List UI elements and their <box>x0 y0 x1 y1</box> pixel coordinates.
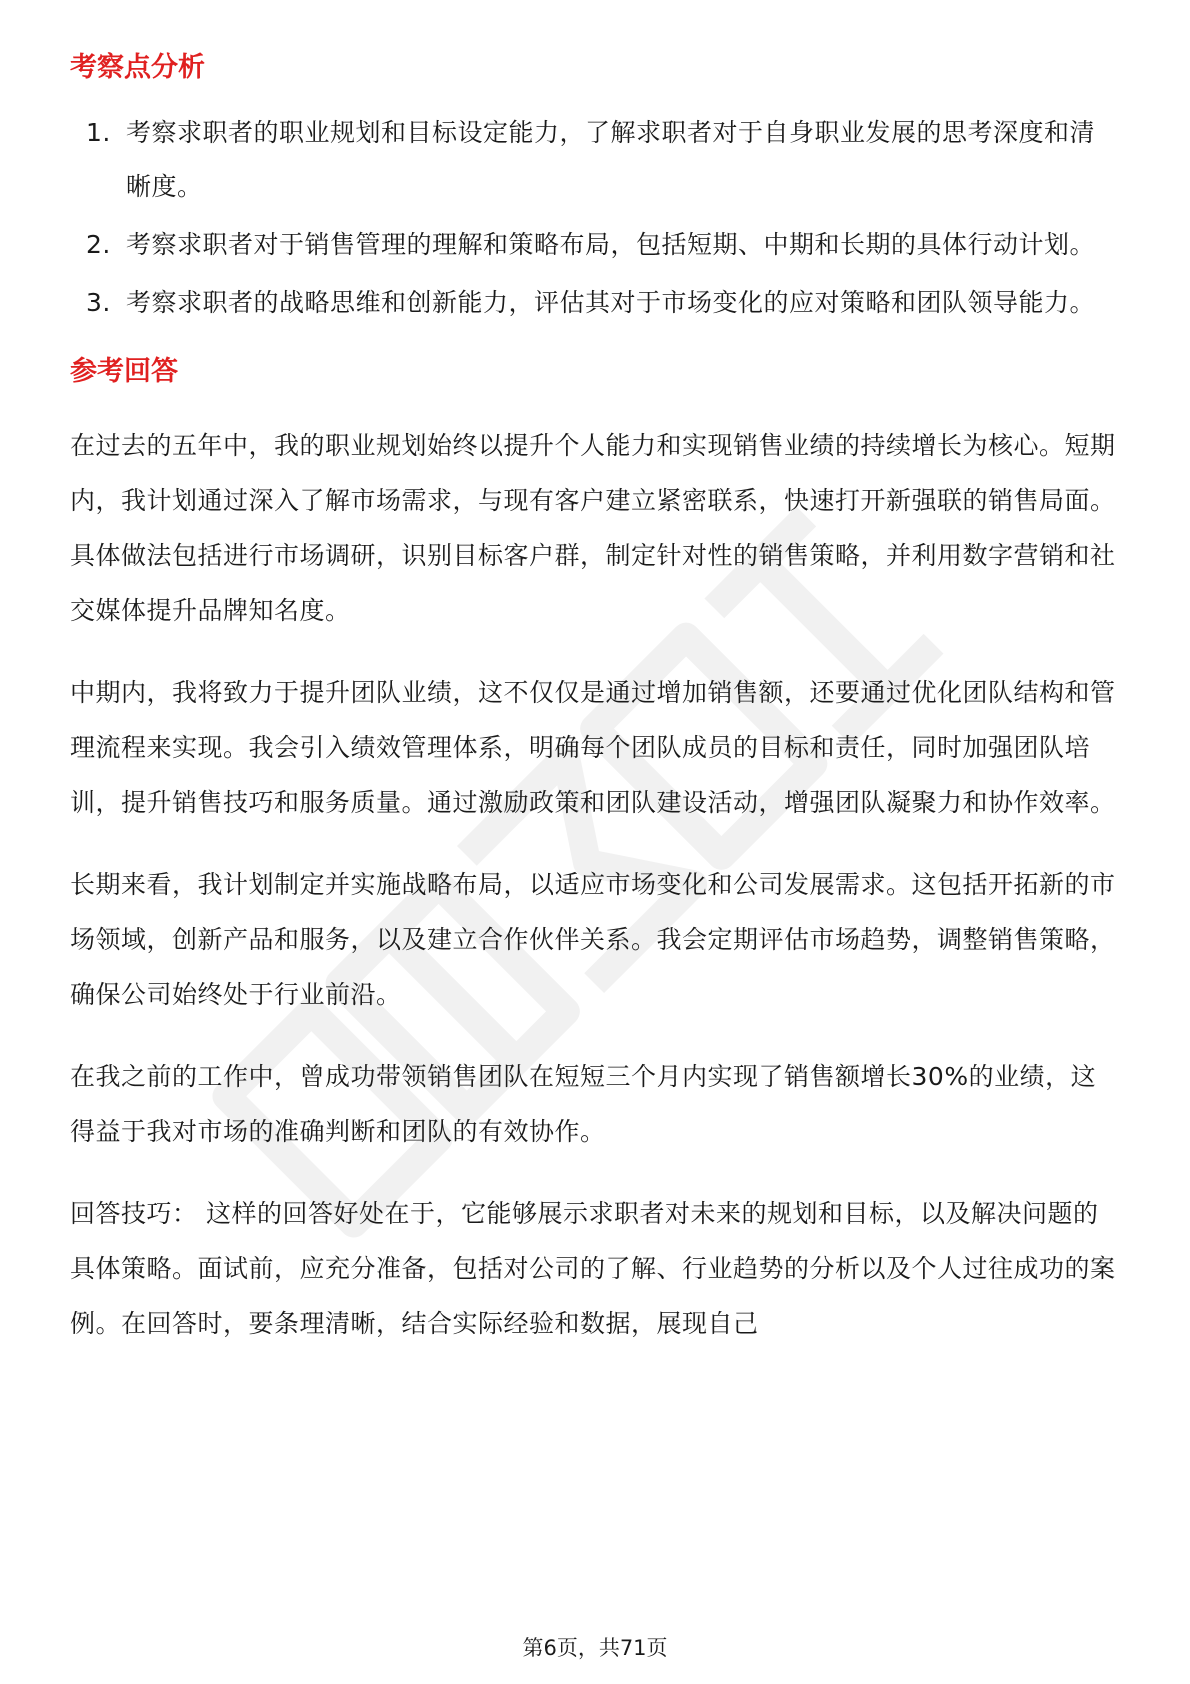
list-number: 1. <box>86 118 111 147</box>
answer-paragraph: 在过去的五年中，我的职业规划始终以提升个人能力和实现销售业绩的持续增长为核心。短期内，我计划通过深入了解市场需求，与现有客户建立紧密联系，快速打开新强联的销售局面。具体做法包括进行市场调研，识别目标客户群，制定针对性的销售策略，并利用数字营销和社交媒体提升品牌知名度。 <box>70 431 1116 625</box>
analysis-item-text: 考察求职者对于销售管理的理解和策略布局，包括短期、中期和长期的具体行动计划。 <box>126 230 1096 259</box>
list-number: 2. <box>86 230 111 259</box>
analysis-list <box>70 106 1120 330</box>
page-number-footer: 第6页，共71页 <box>522 1636 668 1660</box>
list-number: 3. <box>86 288 111 317</box>
analysis-heading: 考察点分析 <box>70 52 205 83</box>
analysis-item <box>70 218 1120 272</box>
answer-paragraph: 中期内，我将致力于提升团队业绩，这不仅仅是通过增加销售额，还要通过优化团队结构和管理流程来实现。我会引入绩效管理体系，明确每个团队成员的目标和责任，同时加强团队培训，提升销售技巧和服务质量。通过激励政策和团队建设活动，增强团队凝聚力和协作效率。 <box>70 678 1116 817</box>
answer-paragraph: 长期来看，我计划制定并实施战略布局，以适应市场变化和公司发展需求。这包括开拓新的市场领域，创新产品和服务，以及建立合作伙伴关系。我会定期评估市场趋势，调整销售策略，确保公司始终处于行业前沿。 <box>70 870 1116 1009</box>
answer-tips-paragraph: 回答技巧： 这样的回答好处在于，它能够展示求职者对未来的规划和目标，以及解决问题的具体策略。面试前，应充分准备，包括对公司的了解、行业趋势的分析以及个人过往成功的案例。在回答时，要条理清晰，结合实际经验和数据，展现自己 <box>70 1199 1116 1338</box>
analysis-item-text: 考察求职者的职业规划和目标设定能力，了解求职者对于自身职业发展的思考深度和清晰度。 <box>126 118 1096 201</box>
analysis-item <box>70 276 1120 330</box>
analysis-item-text: 考察求职者的战略思维和创新能力，评估其对于市场变化的应对策略和团队领导能力。 <box>126 288 1096 317</box>
document-content <box>70 48 1120 1351</box>
analysis-item <box>70 106 1120 214</box>
answer-heading: 参考回答 <box>70 356 178 387</box>
answer-paragraph: 在我之前的工作中，曾成功带领销售团队在短短三个月内实现了销售额增长30%的业绩，这得益于我对市场的准确判断和团队的有效协作。 <box>70 1062 1097 1146</box>
